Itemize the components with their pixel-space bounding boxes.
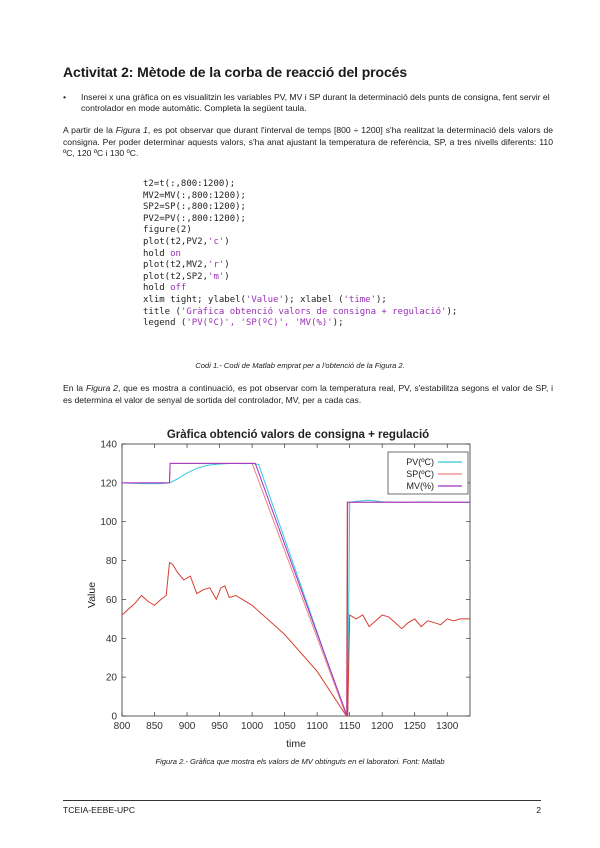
code-line — [143, 295, 457, 307]
y-tick-label: 20 — [105, 672, 117, 684]
x-tick-label: 950 — [211, 721, 228, 732]
y-axis-label: Value — [86, 581, 98, 609]
matlab-code-block — [143, 179, 457, 330]
code-string: 'm' — [208, 271, 225, 282]
code-string: 'c' — [208, 236, 225, 247]
x-tick-label: 1150 — [338, 721, 361, 732]
series-line-unnamed — [122, 563, 470, 717]
code-text: title ( — [143, 306, 181, 317]
y-tick-label: 60 — [105, 594, 117, 606]
code-text: ) — [224, 260, 230, 271]
paragraph-1 — [63, 125, 553, 160]
bullet-item — [63, 92, 553, 114]
page-number: 2 — [536, 805, 541, 815]
code-string: 'time' — [343, 294, 377, 305]
code-text: ); — [332, 318, 344, 329]
code-line — [143, 260, 457, 272]
x-axis-label: time — [286, 738, 306, 750]
x-tick-label: 1250 — [403, 721, 426, 732]
code-line — [143, 237, 457, 249]
code-text: ); xlabel ( — [283, 294, 344, 305]
y-tick-label: 120 — [100, 478, 117, 490]
code-line — [143, 283, 457, 295]
code-string: 'r' — [208, 260, 225, 271]
code-text: figure(2) — [143, 225, 192, 236]
code-text: SP2=SP(:,800:1200); — [143, 202, 246, 213]
x-tick-label: 1300 — [436, 721, 459, 732]
code-text: hold — [143, 283, 171, 294]
paragraph-2 — [63, 383, 553, 406]
footer-label: TCEIA-EEBE-UPC — [63, 805, 136, 815]
x-tick-label: 900 — [178, 721, 196, 732]
code-text: legend ( — [143, 318, 187, 329]
code-line — [143, 179, 457, 191]
code-text: ) — [224, 271, 230, 282]
code-text: PV2=PV(:,800:1200); — [143, 213, 246, 224]
code-line — [143, 202, 457, 214]
code-line — [143, 225, 457, 237]
code-text: xlim tight; ylabel( — [143, 294, 246, 305]
series-line-mv — [122, 463, 470, 716]
code-text: ); — [376, 294, 387, 305]
paragraph-2-post: , que es mostra a continuació, es pot observar com la temperatura real, PV, s'estabilitza segons el valor de SP, i es determina el valor de senyal de sortida del controlador, MV, per a cada cas. — [63, 383, 553, 405]
code-text: plot(t2,MV2, — [143, 260, 209, 271]
code-string: 'Value' — [245, 294, 284, 305]
code-text: plot(t2,PV2, — [143, 236, 209, 247]
figure-2-chart — [0, 418, 600, 750]
bullet-symbol: • — [63, 92, 67, 102]
paragraph-1-post: , es pot observar que durant l'interval de temps [800 ÷ 1200] s'ha realitzat la determinació dels valors de consigna. Per poder determinar aquests valors, s'ha anat ajustant la temperatura de referència, SP, a tres nivells diferents: 110 ºC, 120 ºC i 130 ºC. — [63, 125, 553, 158]
code-caption: Codi 1.- Codi de Matlab emprat per a l'obtenció de la Figura 2. — [195, 361, 405, 370]
chart-legend — [388, 452, 468, 494]
y-tick-label: 140 — [100, 439, 117, 451]
y-tick-label: 100 — [100, 517, 117, 529]
bullet-text: Inserei x una gràfica on es visualitzin les variables PV, MV i SP durant la determinació dels punts de consigna, fent servir el controlador en mode automàtic. Completa la següent taula. — [81, 92, 550, 113]
chart-series — [122, 463, 470, 716]
code-string: 'PV(ºC)', 'SP(ºC)', 'MV(%)' — [186, 318, 333, 329]
code-line — [143, 318, 457, 330]
code-string: on — [170, 248, 181, 259]
paragraph-2-pre: En la — [63, 383, 86, 393]
figure-reference: Figura 2 — [85, 383, 118, 393]
paragraph-1-pre: A partir de la — [63, 125, 116, 135]
x-tick-label: 850 — [146, 721, 163, 732]
code-text: t2=t(:,800:1200); — [143, 179, 236, 189]
x-tick-label: 1100 — [306, 721, 328, 732]
code-line — [143, 272, 457, 284]
code-text: hold — [143, 248, 171, 259]
x-tick-label: 800 — [113, 721, 131, 732]
legend-label: MV(%) — [406, 481, 434, 491]
legend-label: SP(ºC) — [406, 469, 434, 479]
y-tick-label: 40 — [105, 633, 117, 645]
figure-caption: Figura 2.- Gràfica que mostra els valors de MV obtinguts en el laboratori. Font: Matlab — [155, 757, 445, 766]
code-text: plot(t2,SP2, — [143, 271, 209, 282]
series-line-pvc — [122, 463, 470, 716]
y-tick-label: 80 — [105, 556, 117, 568]
code-string: off — [170, 283, 187, 294]
code-line — [143, 307, 457, 319]
code-text: ) — [224, 236, 230, 247]
code-line — [143, 214, 457, 226]
code-string: 'Gràfica obtenció valors de consigna + regulació' — [180, 306, 447, 317]
chart-title: Gràfica obtenció valors de consigna + regulació — [166, 429, 430, 441]
series-line-spc — [122, 463, 470, 716]
code-line — [143, 249, 457, 261]
x-tick-label: 1050 — [273, 721, 296, 732]
legend-label: PV(ºC) — [406, 457, 434, 467]
code-text: MV2=MV(:,800:1200); — [143, 190, 246, 201]
x-tick-label: 1200 — [371, 721, 394, 732]
x-tick-label: 1000 — [240, 721, 264, 732]
code-text: ); — [446, 306, 458, 317]
figure-reference: Figura 1 — [115, 125, 148, 135]
page-footer — [63, 800, 541, 815]
code-line — [143, 191, 457, 203]
y-tick-label: 0 — [111, 711, 117, 723]
section-heading: Activitat 2: Mètode de la corba de reacció del procés — [63, 64, 408, 80]
